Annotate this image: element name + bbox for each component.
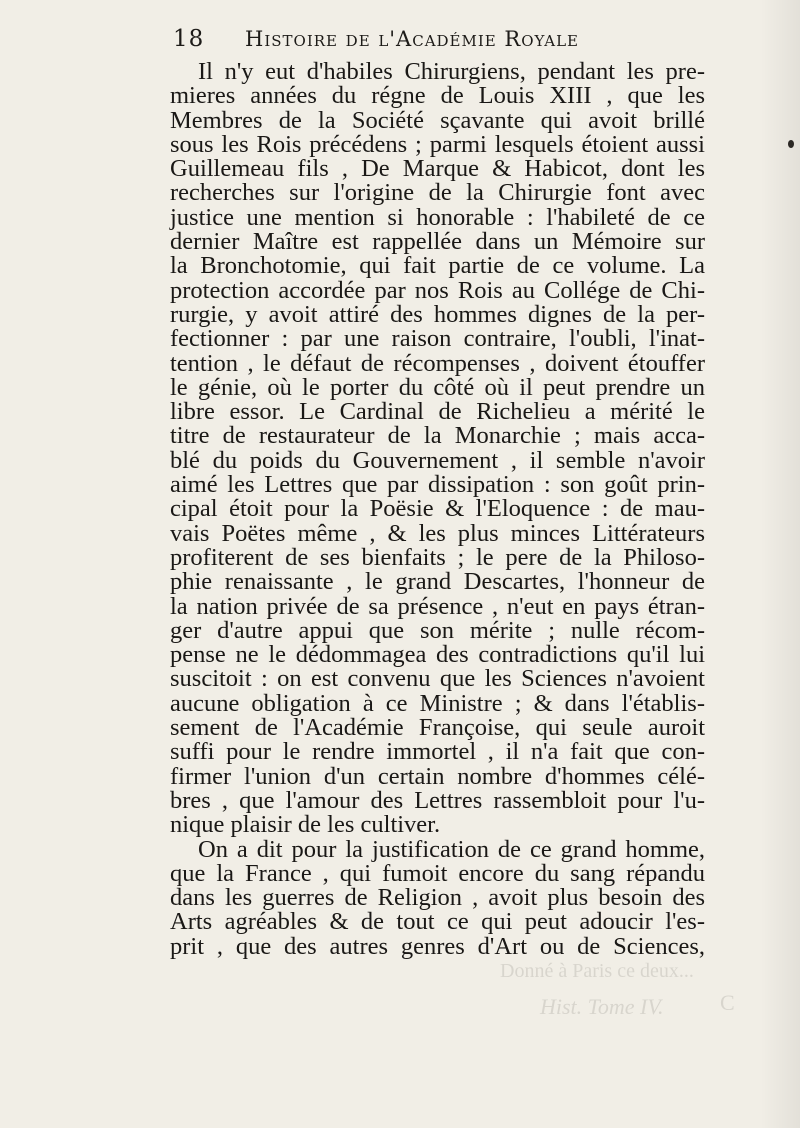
text-line: titre de restaurateur de la Monarchie ; mais acca- [170, 422, 705, 450]
text-line: phie renaissante , le grand Descartes, l'honneur de [170, 568, 705, 596]
text-line: aucune obligation à ce Ministre ; & dans l'établis- [170, 689, 705, 717]
text-line: le génie, où le porter du côté où il peut prendre un [170, 373, 705, 401]
text-line: cipal étoit pour la Poësie & l'Eloquence : de mau- [170, 495, 705, 523]
text-line: la Bronchotomie, qui fait partie de ce volume. La [170, 252, 705, 280]
text-line: dernier Maître est rappellée dans un Mémoire sur [170, 228, 705, 256]
text-line: mieres années du régne de Louis XIII , que les [170, 82, 705, 110]
text-line: firmer l'union d'un certain nombre d'hommes célé- [170, 762, 705, 790]
text-line: blé du poids du Gouvernement , il semble n'avoir [170, 446, 705, 474]
bleed-line-2: Hist. Tome IV. [540, 994, 664, 1019]
text-line: pense ne le dédommagea des contradictions qu'il lui [170, 641, 705, 669]
text-line: aimé les Lettres que par dissipation : son goût prin- [170, 471, 705, 499]
paragraph [170, 835, 705, 960]
text-line: suscitoit : on est convenu que les Sciences n'avoient [170, 665, 705, 693]
text-line: ger d'autre appui que son mérite ; nulle récom- [170, 616, 705, 644]
text-line: recherches sur l'origine de la Chirurgie font avec [170, 179, 705, 207]
text-line: justice une mention si honorable : l'habileté de ce [170, 203, 705, 231]
paragraph [170, 60, 705, 838]
text-line: suffi pour le rendre immortel , il n'a fait que con- [170, 738, 705, 766]
text-line: vais Poëtes même , & les plus minces Littérateurs [170, 519, 705, 547]
ink-speck [788, 140, 794, 148]
text-line: On a dit pour la justification de ce grand homme, [198, 835, 705, 863]
bleed-line-3: C [720, 990, 735, 1015]
text-line: Il n'y eut d'habiles Chirurgiens, pendant les pre- [198, 58, 705, 85]
text-line: bres , que l'amour des Lettres rassembloit pour l'u- [170, 786, 705, 814]
text-line: Membres de la Société sçavante qui avoit brillé [170, 106, 705, 134]
text-line: Guillemeau fils , De Marque & Habicot, dont les [170, 155, 705, 183]
text-line: que la France , qui fumoit encore du sang répandu [170, 859, 705, 887]
page-number: 18 [173, 26, 205, 52]
body-text [170, 60, 705, 959]
bleed-through-text [500, 960, 740, 1030]
running-head: Histoire de l'Académie Royale [245, 27, 579, 51]
text-line: Arts agréables & de tout ce qui peut adoucir l'es- [170, 908, 705, 936]
text-line: protection accordée par nos Rois au Collége de Chi- [170, 276, 705, 304]
text-line: profiterent de ses bienfaits ; le pere de la Philoso- [170, 543, 705, 571]
text-line: nique plaisir de les cultiver. [170, 811, 441, 839]
page-edge-shadow [760, 0, 800, 1128]
text-line: prit , que des autres genres d'Art ou de Sciences, [170, 932, 705, 960]
page-header [173, 22, 713, 58]
text-line: libre essor. Le Cardinal de Richelieu a mérité le [170, 398, 705, 426]
text-line: sous les Rois précédens ; parmi lesquels étoient aussi [170, 130, 705, 158]
text-line: fectionner : par une raison contraire, l'oubli, l'inat- [170, 325, 705, 353]
text-line: tention , le défaut de récompenses , doivent étouffer [170, 349, 705, 377]
bleed-line-1: Donné à Paris ce deux... [500, 960, 694, 982]
text-line: rurgie, y avoit attiré des hommes dignes de la per- [170, 300, 705, 328]
text-line: dans les guerres de Religion , avoit plus besoin des [170, 884, 705, 912]
text-line: la nation privée de sa présence , n'eut en pays étran- [170, 592, 705, 620]
text-line: sement de l'Académie Françoise, qui seule auroit [170, 714, 705, 742]
